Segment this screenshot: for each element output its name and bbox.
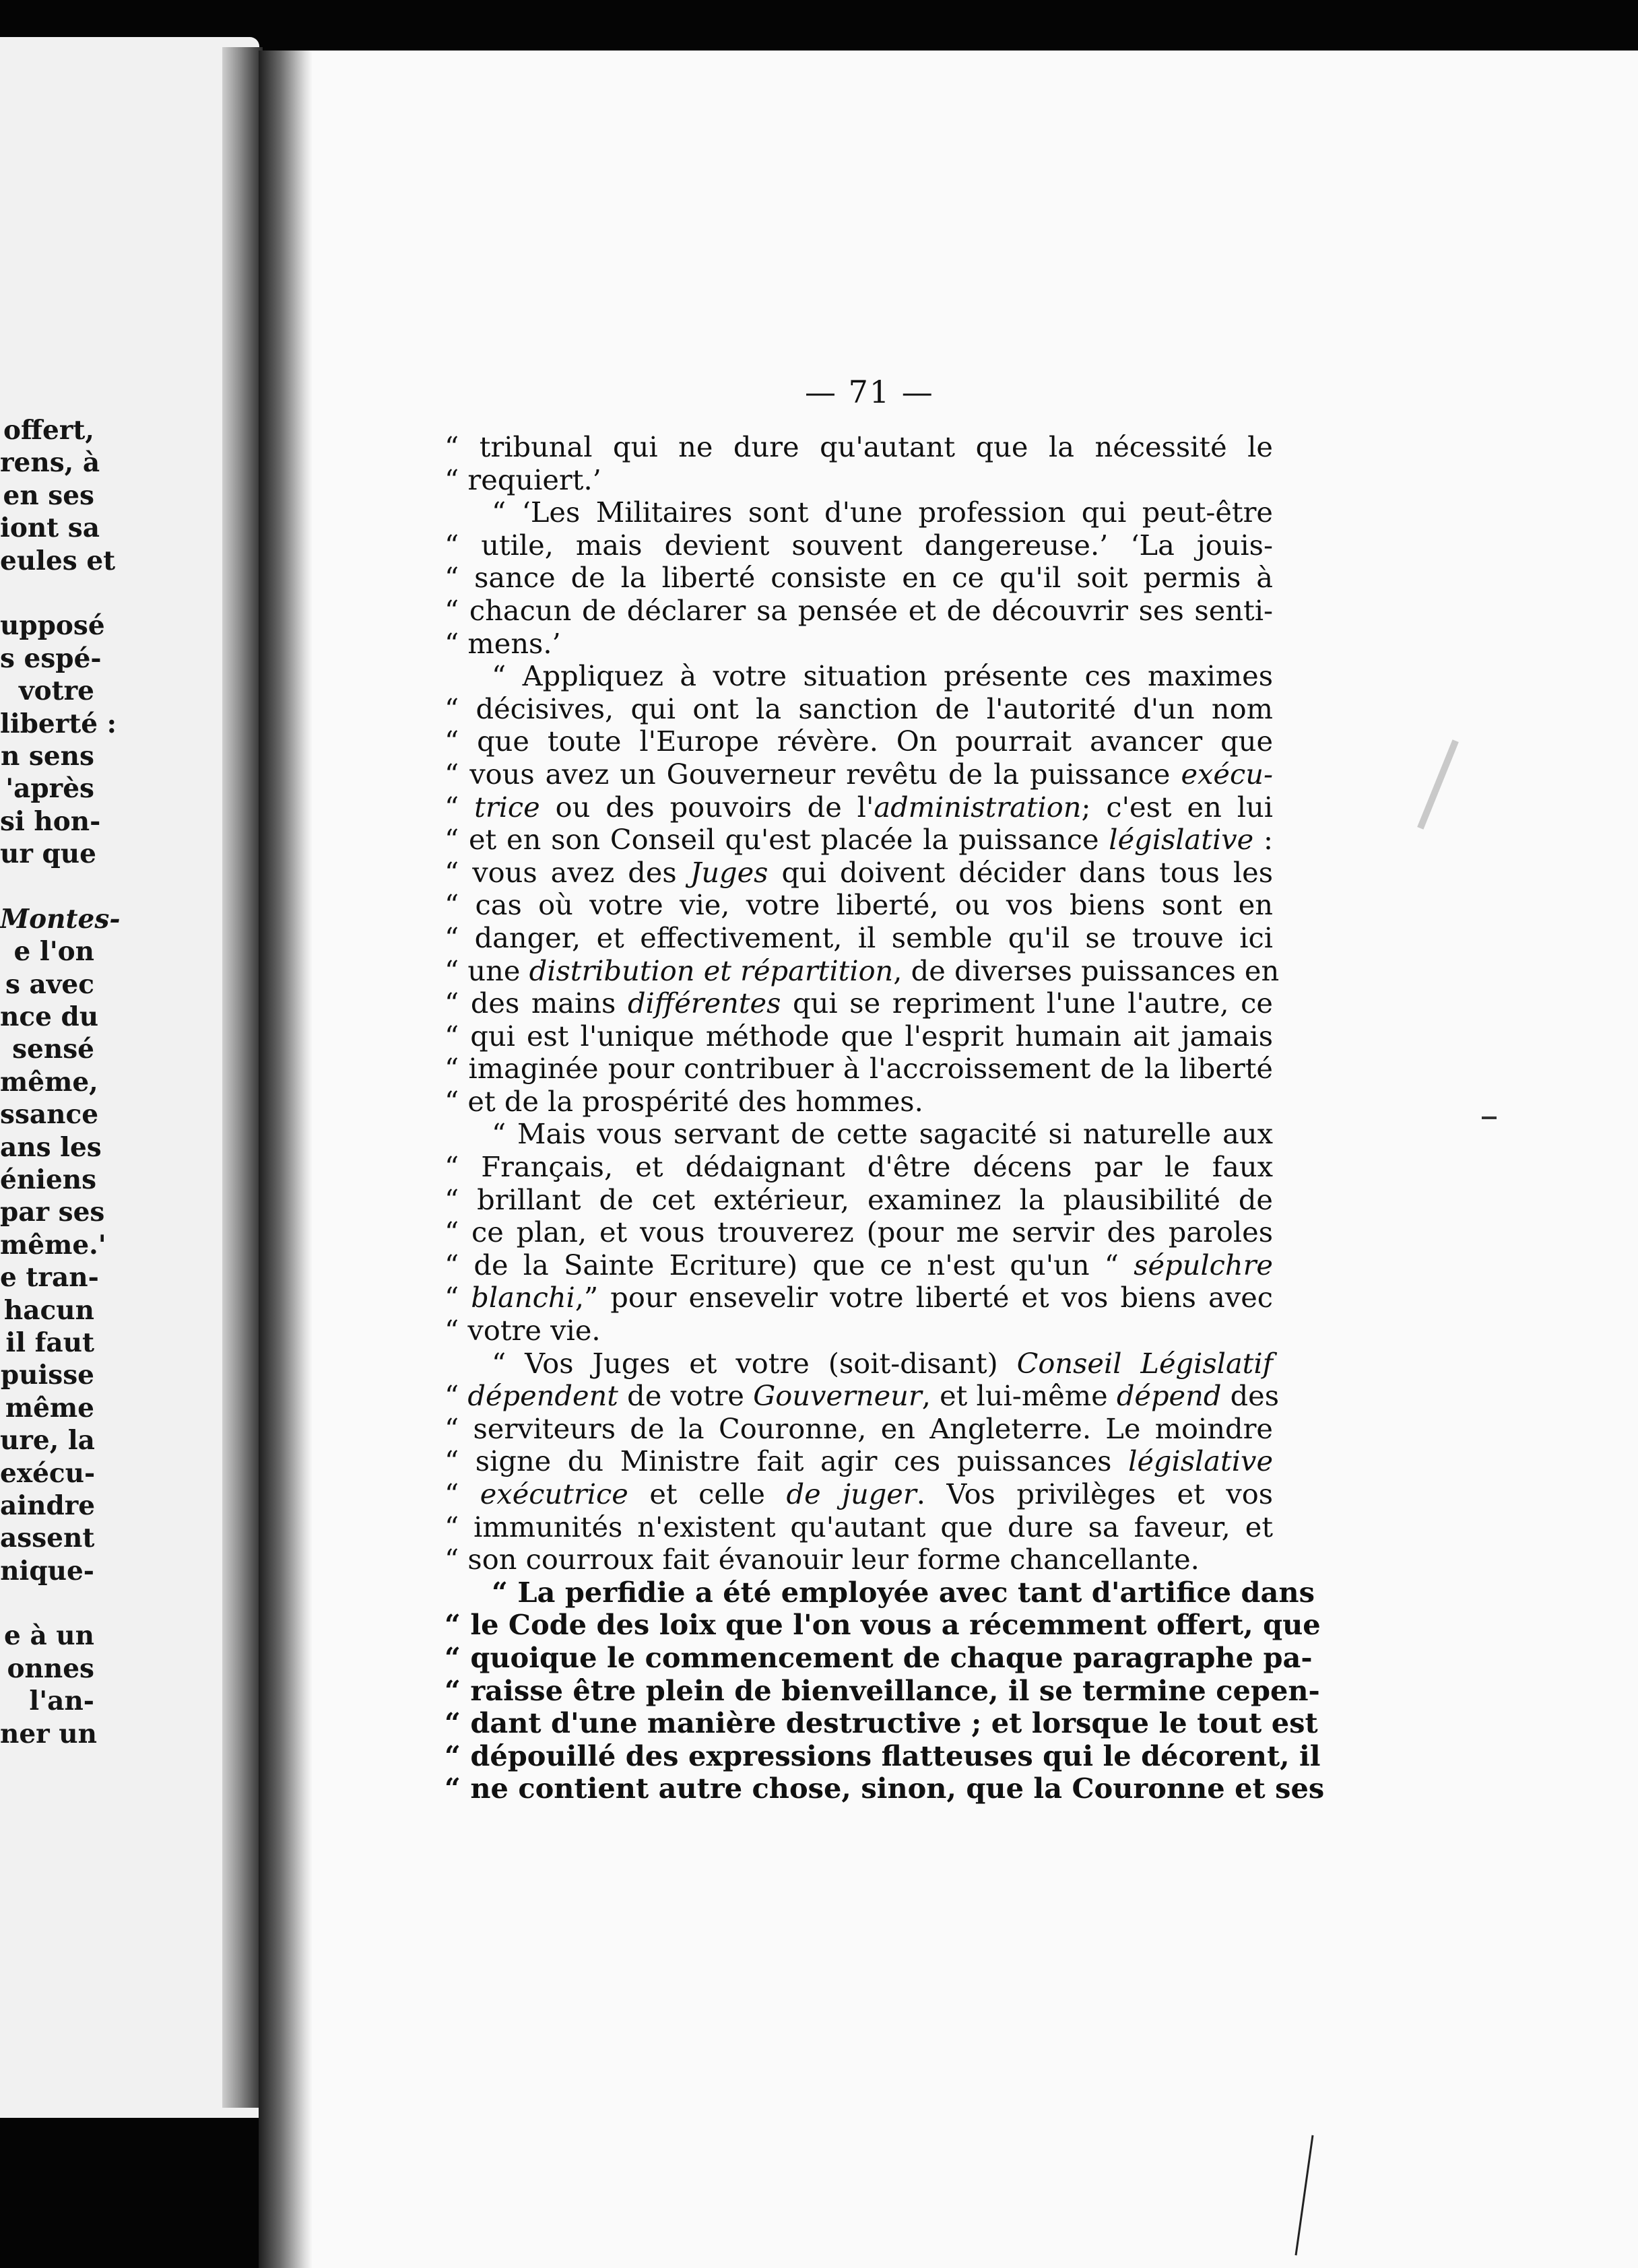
text-span: “ raisse être plein de bienveillance, il se termine cepen- (445, 1673, 1320, 1707)
text-span: “ (445, 1477, 480, 1510)
text-span: “ brillant de cet extérieur, examinez la plausibilité de (445, 1182, 1273, 1216)
text-line (445, 595, 1273, 628)
text-span: “ danger, et effectivement, il semble qu'il se trouve ici (445, 921, 1273, 954)
text-span: ,” pour ensevelir votre liberté et vos biens avec (575, 1281, 1273, 1314)
text-line (445, 1347, 1273, 1380)
text-line (445, 628, 1273, 661)
text-span: “ utile, mais devient souvent dangereuse.’ ‘La jouis- (445, 528, 1273, 562)
previous-page-fragment: en ses (3, 479, 94, 511)
text-span: ou des pouvoirs de l' (539, 790, 874, 824)
previous-page-fragment: par ses (0, 1197, 105, 1228)
text-span: “ et de la prospérité des hommes. (445, 1084, 923, 1118)
italic-text-span: sépulchre (1134, 1248, 1273, 1281)
text-span: “ (445, 1379, 468, 1413)
text-line (445, 857, 1273, 890)
previous-page-fragment: offert, (3, 415, 94, 446)
previous-page-fragment: e tran- (0, 1262, 99, 1294)
text-span: “ Français, et dédaignant d'être décens par le faux (445, 1150, 1273, 1184)
text-span: “ cas où votre vie, votre liberté, ou vos biens sont en (445, 888, 1273, 922)
previous-page-fragment: il faut (5, 1327, 94, 1358)
previous-page-fragment: puisse (0, 1360, 94, 1391)
previous-page-fragment: éniens (0, 1164, 97, 1195)
previous-page-fragment (0, 1587, 94, 1620)
italic-text-span: de juger (786, 1477, 917, 1510)
book-spine-shadow (259, 51, 313, 2268)
previous-page (0, 37, 259, 2118)
text-span: “ immunités n'existent qu'autant que dure sa faveur, et (445, 1510, 1273, 1543)
text-line (445, 824, 1273, 857)
text-span: des (1221, 1379, 1280, 1413)
text-line (445, 791, 1273, 824)
text-span: , de diverses puissances en (893, 954, 1280, 987)
text-line (445, 1575, 1315, 1609)
text-line (445, 1608, 1321, 1642)
previous-page-fragment: sensé (12, 1034, 94, 1065)
text-line (445, 922, 1273, 955)
text-span: “ (445, 1281, 471, 1314)
previous-page-fragment: e à un (4, 1620, 94, 1652)
text-span: “ Appliquez à votre situation présente ces maximes (492, 659, 1273, 693)
text-span: “ son courroux fait évanouir leur forme chancellante. (445, 1543, 1200, 1576)
previous-page-fragment: assent (0, 1523, 95, 1554)
italic-text-span: Gouverneur (753, 1379, 922, 1413)
text-span: “ dant d'une manière destructive ; et lorsque le tout est (445, 1706, 1318, 1740)
previous-page-fragment: upposé (0, 610, 105, 642)
text-span: “ quoique le commencement de chaque paragraphe pa- (445, 1640, 1313, 1674)
text-line (445, 1379, 1280, 1413)
text-line (445, 1184, 1273, 1217)
text-span: et celle (628, 1477, 787, 1510)
previous-page-fragment: même.' (0, 1229, 106, 1261)
text-span: . Vos privilèges et vos (916, 1477, 1273, 1510)
text-span: “ serviteurs de la Couronne, en Angleterre. Le moindre (445, 1411, 1273, 1445)
text-span: “ imaginée pour contribuer à l'accroissement de la liberté (445, 1052, 1273, 1086)
text-span: “ tribunal qui ne dure qu'autant que la nécessité le (445, 430, 1273, 463)
text-line (445, 1281, 1273, 1314)
previous-page-fragment: hacun (3, 1294, 94, 1326)
text-span: “ sance de la liberté consiste en ce qu'il soit permis à (445, 561, 1273, 595)
text-span: “ que toute l'Europe révère. On pourrait avancer que (445, 725, 1273, 758)
text-span: “ et en son Conseil qu'est placée la puissance (445, 823, 1109, 857)
italic-text-span: Juges (690, 855, 768, 889)
previous-page-fragment: ans les (0, 1131, 102, 1163)
italic-text-span: Conseil Législatif (1016, 1346, 1273, 1380)
text-line (445, 1772, 1325, 1805)
text-span: “ votre vie. (445, 1314, 601, 1347)
text-line (445, 1118, 1273, 1151)
text-line (445, 1216, 1273, 1249)
previous-page-fragment: Montes- (0, 903, 121, 935)
text-line (445, 1445, 1273, 1478)
italic-text-span: législative (1128, 1444, 1273, 1478)
margin-dash (1482, 1116, 1497, 1119)
page-body-text (445, 430, 1325, 1805)
text-line (445, 1640, 1313, 1675)
previous-page-fragment: aindre (0, 1490, 96, 1521)
text-line (445, 987, 1273, 1020)
previous-page-fragment: nce du (0, 1001, 99, 1033)
italic-text-span: trice (474, 790, 540, 824)
text-span: “ ce plan, et vous trouverez (pour me servir des paroles (445, 1215, 1273, 1249)
previous-page-fragment (0, 870, 94, 902)
previous-page-fragment: si hon- (0, 805, 101, 837)
italic-text-span: blanchi (471, 1281, 575, 1314)
text-span: “ vous avez des (445, 855, 690, 889)
previous-page-fragment: l'an- (29, 1686, 94, 1717)
previous-page-fragment: 'après (5, 773, 94, 805)
book-gutter-left (222, 47, 263, 2108)
previous-page-fragment: ssance (0, 1099, 99, 1131)
text-span: “ qui est l'unique méthode que l'esprit humain ait jamais (445, 1019, 1273, 1053)
italic-text-span: différentes (627, 987, 781, 1020)
previous-page-fragment: s espé- (0, 642, 102, 674)
previous-page-fragment: n sens (0, 740, 94, 772)
text-span: “ signe du Ministre fait agir ces puissances (445, 1444, 1129, 1478)
text-span: : (1253, 823, 1273, 857)
previous-page-fragment: e l'on (13, 936, 94, 968)
text-span: ; c'est en lui (1081, 790, 1273, 824)
italic-text-span: administration (874, 790, 1082, 824)
previous-page-fragment: liberté : (0, 708, 117, 739)
text-line (445, 1673, 1320, 1708)
previous-page-fragment: ure, la (0, 1425, 95, 1457)
text-line (445, 1739, 1321, 1773)
italic-text-span: dépend (1116, 1379, 1222, 1413)
text-span: “ vous avez un Gouverneur revêtu de la puissance (445, 757, 1181, 791)
text-span: “ Vos Juges et votre (soit-disant) (492, 1346, 1017, 1380)
text-span: “ (445, 790, 475, 824)
text-line (445, 1249, 1273, 1282)
text-span: de votre (618, 1379, 754, 1413)
text-span: “ ne contient autre chose, sinon, que la Couronne et ses (445, 1772, 1325, 1805)
text-line (445, 562, 1273, 595)
italic-text-span: exécu- (1181, 757, 1273, 791)
text-line (445, 1413, 1273, 1446)
text-span: “ des mains (445, 987, 628, 1020)
text-line (445, 1151, 1273, 1184)
text-span: “ La perfidie a été employée avec tant d'artifice dans (492, 1575, 1315, 1609)
text-span: “ décisives, qui ont la sanction de l'autorité d'un nom (445, 692, 1273, 725)
text-line (445, 1086, 1273, 1119)
previous-page-fragment: exécu- (0, 1457, 96, 1489)
italic-text-span: exécutrice (480, 1477, 628, 1510)
previous-page-fragment: même, (0, 1066, 98, 1098)
text-line (445, 1478, 1273, 1511)
text-line (445, 1543, 1273, 1576)
text-span: “ mens.’ (445, 626, 561, 660)
text-line (445, 758, 1273, 791)
text-line (445, 725, 1273, 758)
text-span: , et lui-même (921, 1379, 1117, 1413)
previous-page-fragment: s avec (5, 968, 94, 1000)
page-number: — 71 — (805, 374, 934, 410)
previous-page-fragment: nique- (0, 1555, 94, 1587)
previous-page-fragment: eules et (0, 545, 116, 576)
text-line (445, 889, 1273, 922)
previous-page-fragment: ur que (0, 838, 96, 870)
text-span: “ ‘Les Militaires sont d'une profession qui peut-être (492, 496, 1273, 529)
italic-text-span: législative (1109, 823, 1254, 857)
text-span: qui se repriment l'une l'autre, ce (781, 987, 1273, 1020)
text-span: “ Mais vous servant de cette sagacité si naturelle aux (492, 1117, 1273, 1151)
italic-text-span: dépendent (467, 1379, 618, 1413)
text-line (445, 660, 1273, 693)
text-line (445, 1053, 1273, 1086)
text-line (445, 464, 1273, 497)
previous-page-fragment: onnes (7, 1653, 94, 1684)
text-line (445, 1020, 1273, 1053)
text-span: “ le Code des loix que l'on vous a récemment offert, que (445, 1608, 1321, 1642)
text-line (445, 1314, 1273, 1347)
text-line (445, 1706, 1318, 1740)
text-span: “ requiert.’ (445, 463, 601, 496)
italic-text-span: distribution et répartition (529, 954, 894, 987)
text-span: “ dépouillé des expressions flatteuses qui le décorent, il (445, 1739, 1321, 1772)
previous-page-fragment: même (5, 1392, 94, 1424)
previous-page-fragment: ner un (0, 1718, 98, 1749)
text-line (445, 431, 1273, 464)
text-line (445, 496, 1273, 529)
text-line (445, 529, 1273, 562)
previous-page-fragment (0, 577, 94, 609)
previous-page-fragment: iont sa (0, 512, 100, 544)
previous-page-fragment: votre (18, 675, 94, 707)
previous-page-fragment: rens, à (0, 447, 100, 479)
text-line (445, 1511, 1273, 1544)
text-span: qui doivent décider dans tous les (768, 855, 1273, 889)
text-span: “ une (445, 954, 529, 987)
previous-page-text-fragments (0, 414, 121, 1750)
text-line (445, 693, 1273, 726)
text-line (445, 954, 1280, 988)
text-span: “ chacun de déclarer sa pensée et de découvrir ses senti- (445, 593, 1273, 627)
text-span: “ de la Sainte Ecriture) que ce n'est qu'un “ (445, 1248, 1134, 1281)
